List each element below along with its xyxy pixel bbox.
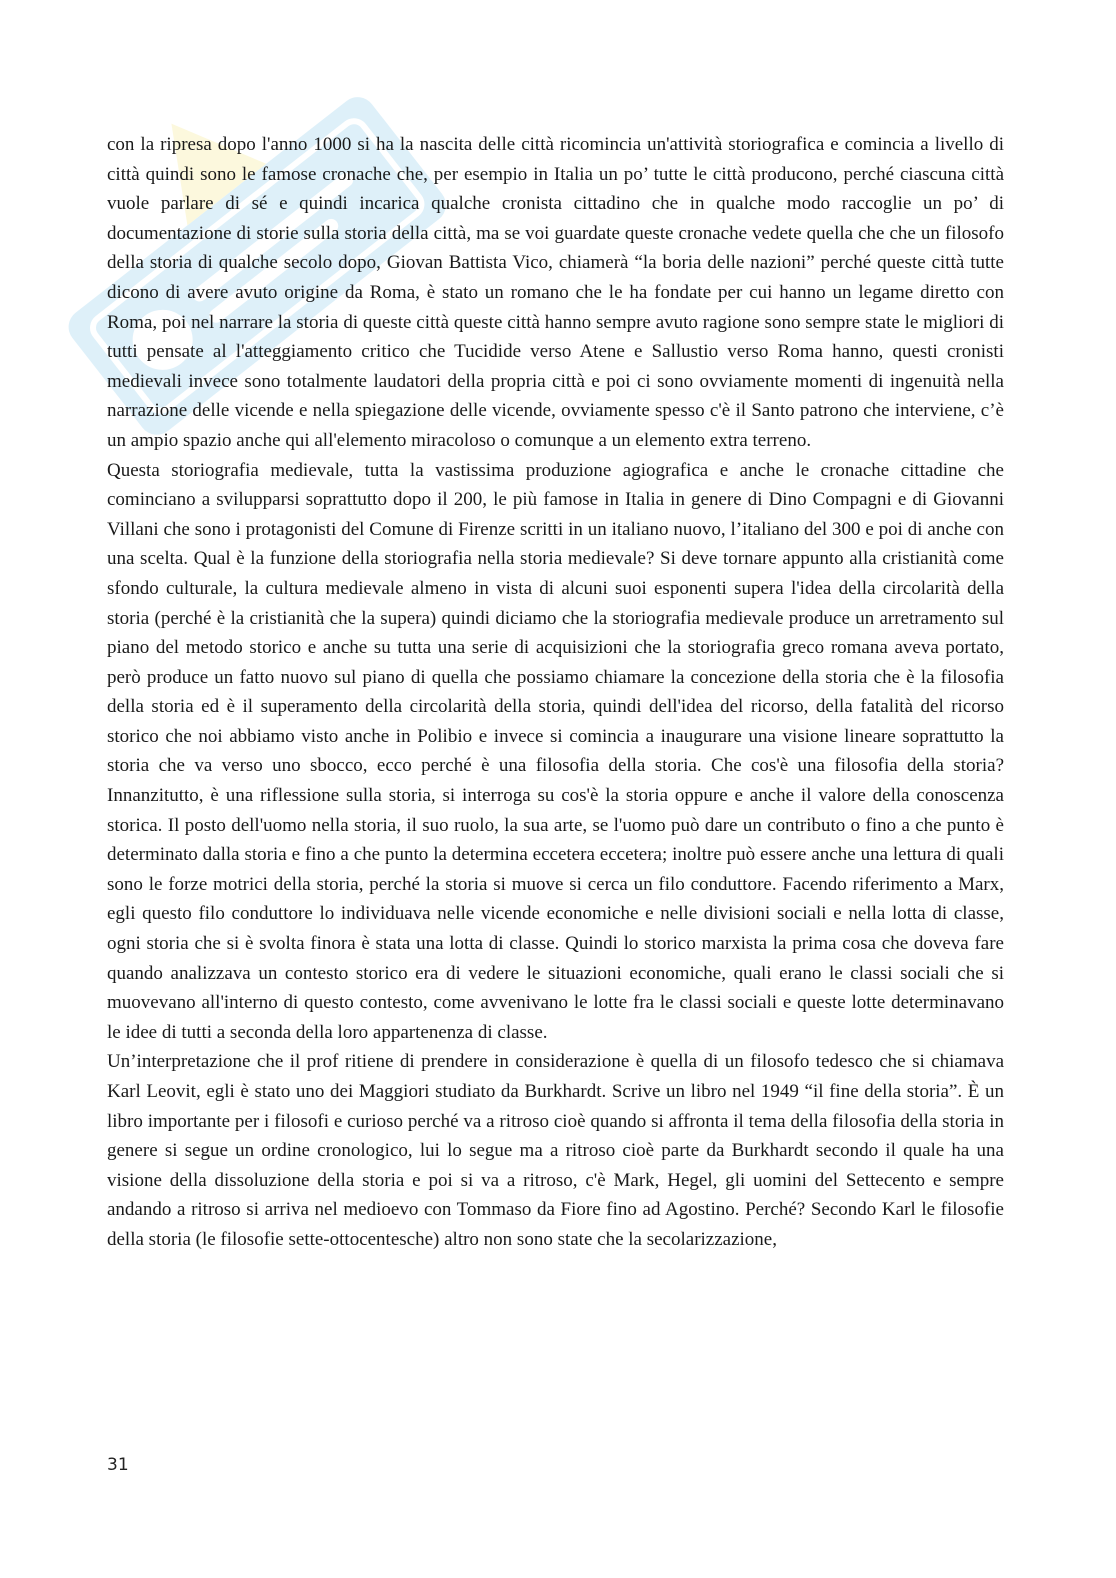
paragraph: Un’interpretazione che il prof ritiene di prendere in considerazione è quella di un filosofo tedesco che si chiamava Karl Leovit, egli è stato uno dei Maggiori studiato da Burkhardt. Scrive un libro nel 1949 “il fine della storia”. È un libro importante per i filosofi e curioso perché va a ritroso cioè quando si affronta il tema della filosofia della storia in genere si segue un ordine cronologico, lui lo segue ma a ritroso cioè parte da Burkhardt secondo il quale ha una visione della dissoluzione della storia e poi si va a ritroso, c'è Mark, Hegel, gli uomini del Settecento e sempre andando a ritroso si arriva nel medioevo con Tommaso da Fiore fino ad Agostino. Perché? Secondo Karl le filosofie della storia (le filosofie sette-ottocentesche) altro non sono state che la secolarizzazione, xyxy=(107,1051,1004,1250)
paragraph: con la ripresa dopo l'anno 1000 si ha la nascita delle città ricomincia un'attività storiografica e comincia a livello di città quindi sono le famose cronache che, per esempio in Italia un po’ tutte le città producono, perché ciascuna città vuole parlare di sé e quindi incarica qualche cronista cittadino che in qualche modo raccoglie un po’ di documentazione di storie sulla storia della città, ma se voi guardate queste cronache vedete quella che che un filosofo della storia di qualche secolo dopo, Giovan Battista Vico, chiamerà “la boria delle nazioni” perché queste città tutte dicono di avere avuto origine da Roma, è stato un romano che le ha fondate per cui hanno un legame diretto con Roma, poi nel narrare la storia di queste città queste città hanno sempre avuto ragione sono sempre state le migliori di tutti pensate al l'atteggiamento critico che Tucidide verso Atene e Sallustio verso Roma hanno, questi cronisti medievali invece sono totalmente laudatori della propria città e poi ci sono ovviamente momenti di ingenuità nella narrazione delle vicende e nella spiegazione delle vicende, ovviamente spesso c'è il Santo patrono che interviene, c’è un ampio spazio anche qui all'elemento miracoloso o comunque a un elemento extra terreno. xyxy=(107,134,1004,451)
page-number: 31 xyxy=(107,1455,129,1475)
document-body xyxy=(107,130,1004,1255)
paragraph: Questa storiografia medievale, tutta la vastissima produzione agiografica e anche le cronache cittadine che cominciano a svilupparsi soprattutto dopo il 200, le più famose in Italia in genere di Dino Compagni e di Giovanni Villani che sono i protagonisti del Comune di Firenze scritti in un italiano nuovo, l’italiano del 300 e poi di anche con una scelta. Qual è la funzione della storiografia nella storia medievale? Si deve tornare appunto alla cristianità come sfondo culturale, la cultura medievale almeno in vista di alcuni suoi esponenti supera l'idea della circolarità della storia (perché è la cristianità che la supera) quindi diciamo che la storiografia medievale produce un arretramento sul piano del metodo storico e anche su tutta una serie di acquisizioni che la storiografia greco romana aveva portato, però produce un fatto nuovo sul piano di quella che possiamo chiamare la concezione della storia che è la filosofia della storia ed è il superamento della circolarità della storia, quindi dell'idea del ricorso, della fatalità del ricorso storico che noi abbiamo visto anche in Polibio e invece si comincia a inaugurare una visione lineare soprattutto la storia che va verso uno sbocco, ecco perché è una filosofia della storia. Che cos'è una filosofia della storia? Innanzitutto, è una riflessione sulla storia, si interroga su cos'è la storia oppure e anche il valore della conoscenza storica. Il posto dell'uomo nella storia, il suo ruolo, la sua arte, se l'uomo può dare un contributo o fino a che punto è determinato dalla storia e fino a che punto la determina eccetera eccetera; inoltre può essere anche una lettura di quali sono le forze motrici della storia, perché la storia si muove si cerca un filo conduttore. Facendo riferimento a Marx, egli questo filo conduttore lo individuava nelle vicende economiche e nelle divisioni sociali e nella lotta di classe, ogni storia che si è svolta finora è stata una lotta di classe. Quindi lo storico marxista la prima cosa che doveva fare quando analizzava un contesto storico era di vedere le situazioni economiche, quali erano le classi sociali che si muovevano all'interno di questo contesto, come avvenivano le lotte fra le classi sociali e queste lotte determinavano le idee di tutti a seconda della loro appartenenza di classe. xyxy=(107,459,1004,1043)
